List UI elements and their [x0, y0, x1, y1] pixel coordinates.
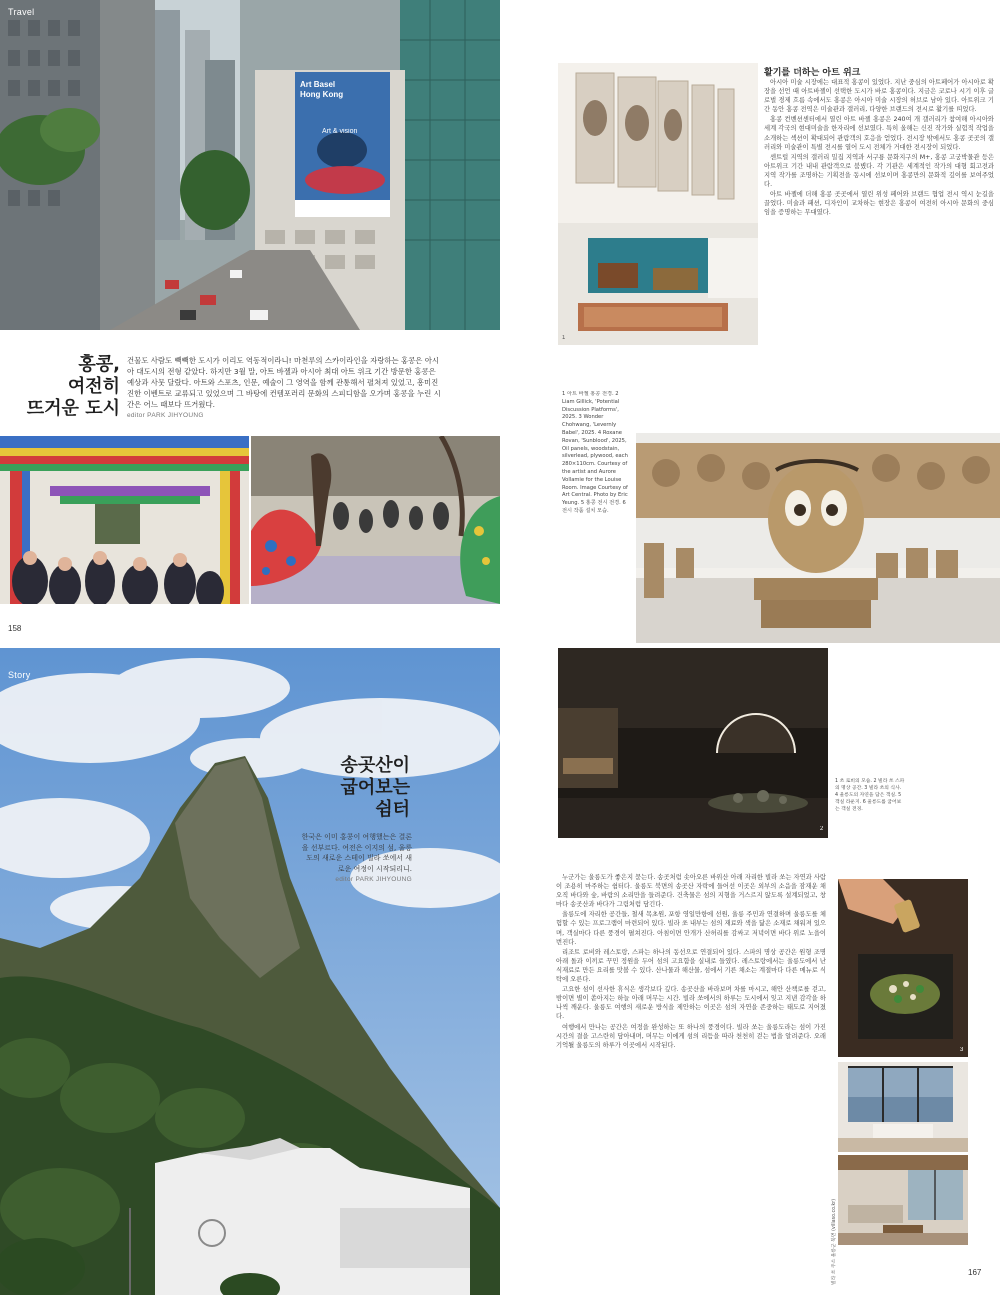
- clay-sculpture-gallery-photo: [636, 388, 1000, 643]
- villa-paragraph: 여행에서 만나는 공간은 여정을 완성하는 또 하나의 풍경이다. 빌라 쏘는 울릉도라는 섬이 가진 시간의 결을 고스란히 담아내며, 머무는 이에게 섬의 리듬을 따라 천천히 걷는 법을 알려준다. 오래 기억될 울릉도의 하루가 이곳에서 시작된다.: [556, 1023, 826, 1049]
- section-label-travel: Travel: [8, 7, 35, 17]
- spa-meditation-photo: [558, 648, 828, 838]
- insect-sculpture-photo: [251, 436, 500, 604]
- photo-number-1: 1: [562, 335, 566, 341]
- art-week-heading: 활기를 더하는 아트 위크: [764, 68, 861, 78]
- photo-number-3: 3: [960, 1047, 964, 1053]
- billboard-title: Art Basel Hong Kong: [300, 80, 344, 99]
- art-week-paragraph: 센트럴 지역의 갤러리 밀집 지역과 서구룡 문화지구의 M+, 홍콩 고궁박물관 등은 아트위크 기간 내내 관람객으로 붐볐다. 각 기관은 세계적인 작가의 대형 회고전과 지역 작가를 조명하는 기획전을 동시에 선보이며 홍콩만의 문화적 깊이를 보여주었다.: [764, 153, 994, 189]
- title-line-3: 뜨거운 도시: [26, 398, 120, 419]
- art-week-paragraph: 홍콩 컨벤션센터에서 열린 아트 바젤 홍콩은 240여 개 갤러리가 참여해 아시아와 세계 각국의 현대미술을 한자리에 선보였다. 특히 올해는 신진 작가와 실험적 작업을 소개하는 섹션이 확대되어 관람객의 호응을 얻었다. 전시장 밖에서도 홍콩 곳곳의 갤러리와 미술관이 특별 전시를 열어 도시 전체가 거대한 전시장이 되었다.: [764, 116, 994, 151]
- villa-lede-block: [300, 832, 412, 883]
- hong-kong-street-photo: [0, 0, 500, 330]
- photo-number-2: 2: [820, 826, 824, 832]
- villa-byline: editor PARK JIHYOUNG: [335, 876, 412, 883]
- feature-title-villa: [290, 755, 410, 821]
- villa-paragraph: 누군가는 울릉도가 좋은지 묻는다. 송곳처럼 솟아오른 바위산 아래 자리한 빌라 쏘는 자연과 사람이 조용히 마주하는 쉼터다. 울릉도 북면의 송곳산 자락에 들어선 이곳은 외부의 소음을 잠재운 채 오직 바다와 숲, 바람의 소리만을 들려준다. 건축물은 섬의 지형을 거스르지 않도록 설계되었고, 창마다 송곳산과 바다가 그림처럼 담긴다.: [556, 874, 826, 909]
- billboard-tagline: Art & vision: [322, 128, 358, 135]
- villa-body: [556, 873, 826, 1278]
- art-week-body: [764, 78, 994, 348]
- villa-photo-caption: 1 쏘 로비의 모습. 2 빌라 쏘 스파의 명상 공간. 3 빌라 쏘의 식사. 4 울릉도의 자연을 담은 객실. 5 객실 라운지. 6 울릉도를 굽어보는 객실 전경.: [835, 779, 905, 812]
- title-line-3: 쉼터: [375, 799, 410, 820]
- lounge-room-photo: [838, 1155, 968, 1245]
- villa-lede: 한국은 이미 홍콩이 여행했는은 결론을 선부르다. 여전은 이지의 섬, 울릉도의 새로운 스테이 빌라 쏘에서 새로운 여정이 시작되리니.: [301, 833, 412, 873]
- villa-side-credit-text: 빌라 쏘 주소 울릉군 북면 (villaso.co.kr): [832, 1198, 837, 1285]
- exhibition-caption: 1 아트 바젤 홍콩 전경. 2 Liam Gillick, 'Potential Discussion Platforms', 2025. 3 Wonder Chohwang, 'Levernly Babel', 2025. 4 Roxane Rovan, 'Sunblood', 2025, Oil panels, woodstain, silverlead, plywood, each 280×110cm. Courtesy of the artist and Aurore Vollamie for the Louise Room. Image Courtesy of Art Central. Photo by Eric Yeung. 5 홍콩 전시 전경. 6 전시 작품 설치 모습.: [562, 391, 628, 514]
- songgot-mountain-photo: [0, 648, 500, 1295]
- title-line-2: 여전히: [67, 376, 120, 397]
- villa-side-credit: [830, 1175, 838, 1285]
- title-line-1: 홍콩,: [78, 354, 120, 375]
- feature-byline: editor PARK JIHYOUNG: [127, 412, 204, 419]
- feature-lede: 건물도 사람도 빽빽한 도시가 이리도 역동적이라니! 마천루의 스카이라인을 자랑하는 홍콩은 아시아 대도시의 전형 같았다. 하지만 3월 말, 아트 바젤과 아시아 최대 아트 위크 기간 방문한 홍콩은 예상과 사뭇 달랐다. 아트와 스포츠, 인문, 예술이 그 영역을 함께 관통해서 펼쳐져 있었고, 흥미진진한 이벤트로 교류되고 있었으며 그 바탕에 컨템포러리 문화의 스피디함을 오가며 홍콩을 누린 시간은 어느 때보다 뜨거웠다.: [127, 356, 441, 409]
- villa-paragraph: 고요한 섬이 선사한 휴식은 생각보다 깊다. 송곳산을 바라보며 차를 마시고, 해안 산책로를 걷고, 밤이면 별이 쏟아지는 하늘 아래 머무는 시간. 빌라 쏘에서의 하루는 도시에서 잊고 지낸 감각을 하나씩 깨운다. 울릉도 여행의 새로운 방식을 제안하는 이곳은 섬의 자연을 존중하는 태도로 지어졌다.: [556, 986, 826, 1021]
- art-week-paragraph: 아트 바젤에 더해 홍콩 곳곳에서 열린 위성 페어와 브랜드 협업 전시 역시 눈길을 끌었다. 미술과 패션, 디자인이 교차하는 현장은 홍콩이 여전히 아시아 문화의 중심임을 증명하는 무대였다.: [764, 191, 994, 217]
- page-number-right-bottom: 167: [968, 1268, 982, 1277]
- artwork-installation-photo: [558, 63, 758, 345]
- food-dish-photo: [838, 879, 968, 1057]
- feature-lede-block: [127, 355, 442, 425]
- villa-paragraph: 울릉도에 자리한 공간들, 철새 목초원, 포항 영일만항에 선원, 울릉 주민과 연결하며 울릉도를 체험할 수 있는 프로그램이 마련되어 있다. 빌라 쏘 내부는 섬의 재료와 색을 닮은 소재로 채워져 있으며, 객실마다 다른 풍경이 펼쳐진다. 아침이면 안개가 산허리를 감싸고 저녁이면 바다 위로 노을이 번진다.: [556, 911, 826, 946]
- art-week-paragraph: 아시아 미술 시장에는 대표적 홍콩이 있었다. 지난 중심의 아트페어가 아시아로 확장을 선언 때 아트바젤이 선택한 도시가 바로 홍콩이다. 지금은 코로나 시기 이후 글로벌 경제 흐름 속에서도 홍콩은 아시아 미술 시장의 허브로 남아 있다. 아트위크 기간 동안 홍콩 전역은 미술관과 갤러리, 다양한 브랜드의 전시로 활기를 띠었다.: [764, 79, 994, 114]
- ocean-view-room-photo: [838, 1062, 968, 1152]
- title-line-1: 송곳산이: [340, 755, 410, 776]
- villa-paragraph: 리조트 로비와 레스토랑, 스파는 하나의 동선으로 연결되어 있다. 스파의 명상 공간은 원형 조명 아래 돌과 이끼로 꾸민 정원을 두어 섬의 고요함을 실내로 들였다. 레스토랑에서는 울릉도에서 난 식재료로 만든 요리를 맛볼 수 있다. 산나물과 해산물, 섬에서 기른 채소는 계절마다 다른 메뉴로 식탁에 오른다.: [556, 948, 826, 984]
- rainbow-gallery-photo: [0, 436, 249, 604]
- feature-title-hong-kong: [20, 354, 120, 420]
- section-label-story: Story: [8, 670, 31, 680]
- page-number-left-top: 158: [8, 624, 22, 633]
- title-line-2: 굽어보는: [340, 777, 410, 798]
